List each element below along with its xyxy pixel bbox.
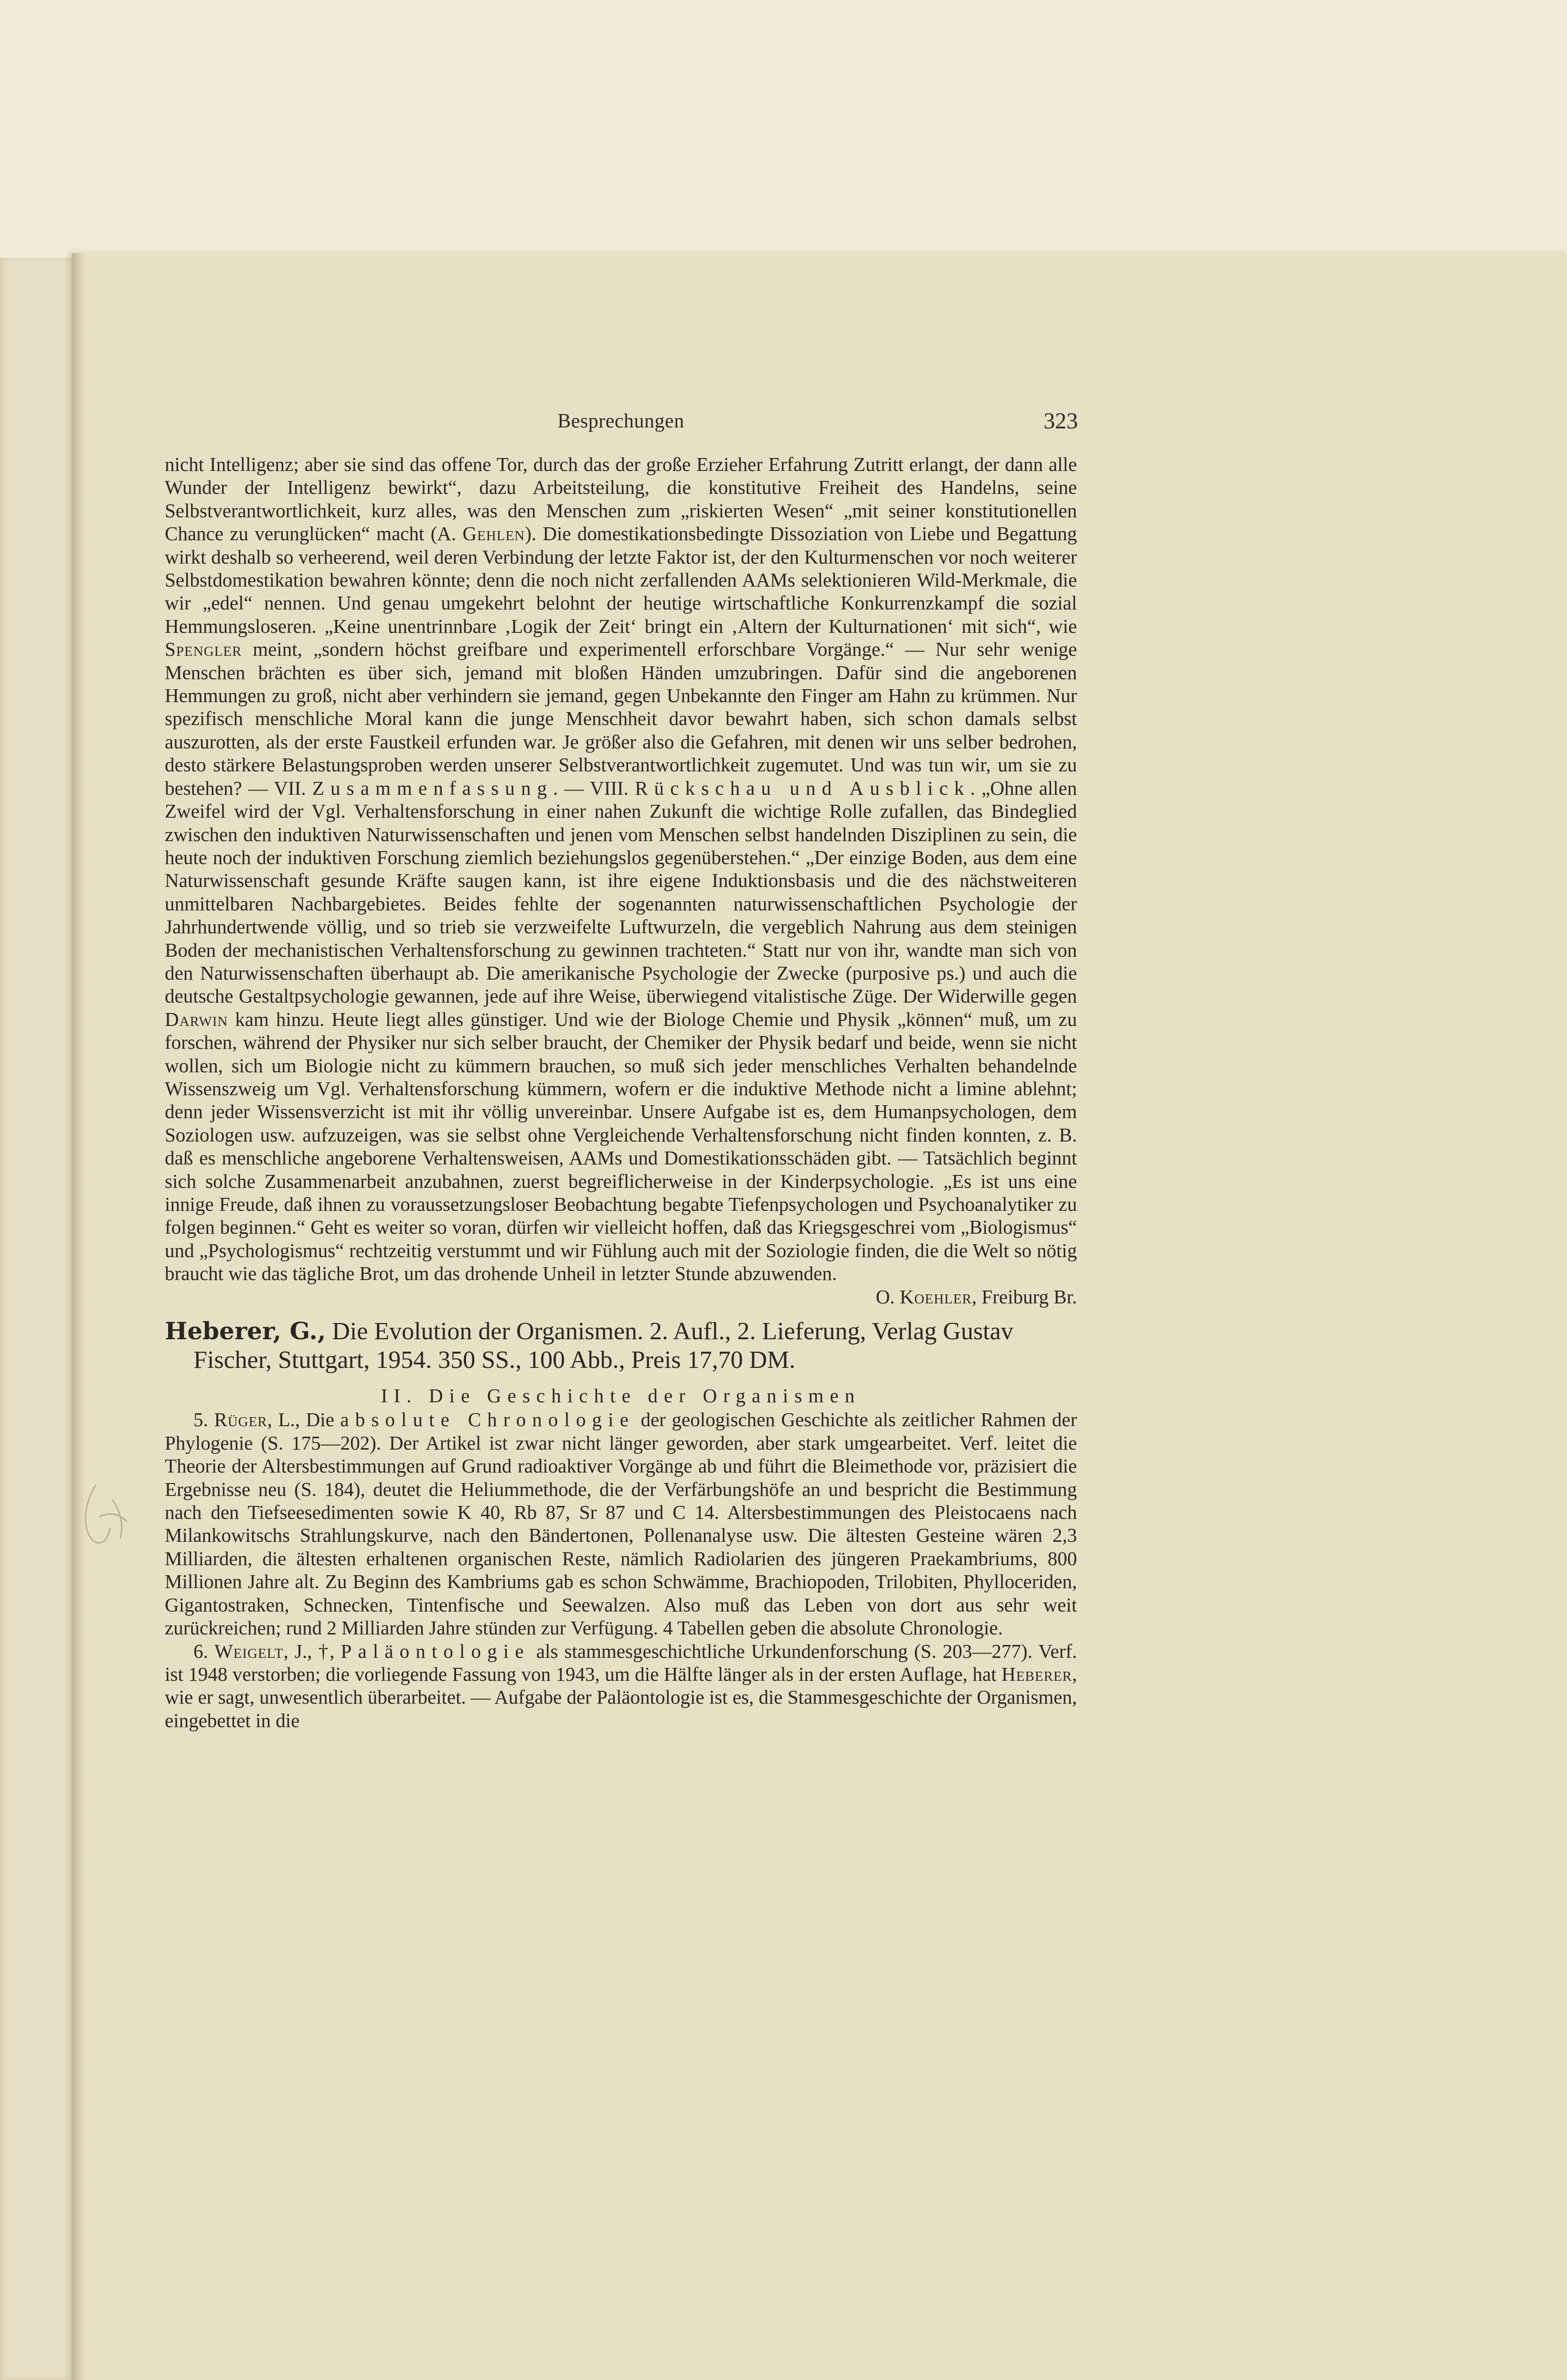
reviewer-name: Koehler	[899, 1285, 972, 1308]
spaced-heading-rueckschau: Rückschau und Ausblick	[635, 777, 970, 799]
author-name-spengler: Spengler	[165, 638, 242, 661]
review-body-text: nicht Intelligenz; aber sie sind das offene Tor, durch das der große Erzieher Erfahrung Zutritt erlangt, der dann alle Wunder der Intelligenz bewirkt“, dazu Arbeitsteilung, die konstitutive Freiheit des Handelns, seine Selbstverantwortlichkeit, kurz alles, was den Menschen zum „riskierten Wesen“ „mit seiner konstitutionellen Chance zu verunglücken“ macht (A. Gehlen). Die domestikationsbedingte Dissoziation von Liebe und Begattung wirkt deshalb so verheerend, weil deren Verbindung der letzte Faktor ist, der den Kulturmenschen vor noch weiterer Selbstdomestikation bewahren könnte; denn die noch nicht zerfallenden AAMs selektionieren Wild-Merkmale, die wir „edel“ nennen. Und genau umgekehrt belohnt der heutige wirtschaftliche Konkurrenzkampf die sozial Hemmungsloseren. „Keine unentrinnbare ‚Logik der Zeit‘ bringt ein ‚Altern der Kulturnationen‘ mit sich“, wie Spengler meint, „sondern höchst greifbare und experimentell erforschbare Vorgänge.“ — Nur sehr wenige Menschen brächten es über sich, jemand mit bloßen Händen umzubringen. Dafür sind die angeborenen Hemmungen zu groß, nicht aber verhindern sie jemand, gegen Unbekannte den Finger am Hahn zu krümmen. Nur spezifisch menschliche Moral kann die junge Menschheit davor bewahrt haben, sich schon damals selbst auszurotten, als der erste Faustkeil erfunden war. Je größer also die Gefahren, mit denen wir uns selber bedrohen, desto stärkere Belastungsproben werden unserer Selbstverantwortlichkeit zugemutet. Und was tun wir, um sie zu bestehen? — VII. Zusammenfassung. — VIII. Rückschau und Ausblick. „Ohne allen Zweifel wird der Vgl. Verhaltensforschung in einer nahen Zukunft die wichtige Rolle zufallen, das Bindeglied zwischen den induktiven Naturwissenschaften und jenen vom Menschen selbst handelnden Disziplinen zu sein, die heute noch der induktiven Forschung ziemlich beziehungslos gegenüberstehen.“ „Der einzige Boden, aus dem eine Naturwissenschaft gesunde Kräfte saugen kann, ist ihre eigene Induktionsbasis und die des nächstweiteren unmittelbaren Nachbargebietes. Beides fehlte der sogenannten naturwissenschaftlichen Psychologie der Jahrhundertwende völlig, und so trieb sie verzweifelte Luftwurzeln, die vergeblich Nahrung aus dem steinigen Boden der mechanistischen Verhaltensforschung zu gewinnen trachteten.“ Statt nur von ihr, wandte man sich von den Naturwissenschaften überhaupt ab. Die amerikanische Psychologie der Zwecke (purposive ps.) und auch die deutsche Gestaltpsychologie gewannen, jede auf ihre Weise, überwiegend vitalistische Züge. Der Widerwille gegen Darwin kam hinzu. Heute liegt alles günstiger. Und wie der Biologe Chemie und Physik „können“ muß, um zu forschen, während der Physiker nur sich selber braucht, der Chemiker der Physik bedarf und beide, wenn sie nicht wollen, sich um Biologie nicht zu kümmern brauchen, so muß sich jeder menschliches Verhalten behandelnde Wissenszweig um Vgl. Verhaltensforschung kümmern, wofern er die induktive Methode nicht a limine ablehnt; denn jeder Wissensverzicht ist mit ihr völlig unvereinbar. Unsere Aufgabe ist es, dem Humanpsychologen, dem Soziologen usw. aufzuzeigen, was sie selbst ohne Vergleichende Verhaltensforschung nicht finden konnten, z. B. daß es menschliche angeborene Verhaltensweisen, AAMs und Domestikationsschäden gibt. — Tatsächlich beginnt sich solche Zusammenarbeit anzubahnen, zuerst begreiflicherweise in der Kinderpsychologie. „Es ist uns eine innige Freude, daß ihnen zu voraussetzungsloser Beobachtung begabte Tiefenpsychologen und Psychoanalytiker zu folgen beginnen.“ Geht es weiter so voran, dürfen wir vielleicht hoffen, daß das Kriegsgeschrei vom „Biologismus“ und „Psychologismus“ rechtzeitig verstummt und wir Fühlung auch mit der Soziologie finden, die die Welt so nötig braucht wie das tägliche Brot, um das drohende Unheil in letzter Stunde abzuwenden.	[165, 453, 1077, 1285]
item-5-topic: absolute Chronologie	[340, 1409, 635, 1431]
facing-page-edge	[0, 258, 78, 2380]
author-name-gehlen: Gehlen	[462, 523, 525, 545]
running-header	[165, 410, 1077, 438]
entry-item-5: 5. Rüger, L., Die absolute Chronologie der geologischen Geschichte als zeitlicher Rahmen der Phylogenie (S. 175—202). Der Artikel ist zwar nicht länger geworden, aber stark umgearbeitet. Verf. leitet die Theorie der Altersbestimmungen auf Grund radioaktiver Vorgänge ab und führt die Bleimethode vor, präzisiert die Ergebnisse neu (S. 184), deutet die Heliummethode, die der Verfärbungshöfe an und bespricht die Bestimmung nach den Tiefseesedimenten sowie K 40, Rb 87, Sr 87 und C 14. Altersbestimmungen des Pleistocaens nach Milankowitschs Strahlungskurve, nach den Bändertonen, Pollenanalyse usw. Die ältesten Gesteine wären 2,3 Milliarden, die ältesten erhaltenen organischen Reste, nämlich Radiolarien des jüngeren Praekambriums, 800 Millionen Jahre alt. Zu Beginn des Kambriums gab es schon Schwämme, Brachiopoden, Trilobiten, Phylloceriden, Gigantostraken, Schnecken, Tintenfische und Seewalzen. Also muß das Leben von dort aus sehr weit zurückreichen; rund 2 Milliarden Jahre stünden zur Verfügung. 4 Tabellen geben die absolute Chronologie.	[165, 1409, 1077, 1639]
book-author: Heberer, G.,	[165, 1317, 326, 1345]
book-title: Die Evolution der Organismen. 2. Aufl., 2. Lieferung, Verlag Gustav Fischer, Stuttgart, 1954. 350 SS., 100 Abb., Preis 17,70 DM.	[193, 1318, 1013, 1374]
spaced-heading-zusammenfassung: Zusammenfassung	[312, 777, 554, 799]
gutter-shadow	[72, 253, 85, 2380]
item-6-topic: Paläontologie	[341, 1640, 530, 1662]
section-heading: II. Die Geschichte der Organismen	[381, 1385, 861, 1407]
running-title: Besprechungen	[557, 410, 684, 432]
author-name-darwin: Darwin	[165, 1008, 228, 1030]
entry-item-6: 6. Weigelt, J., †, Paläontologie als stammesgeschichtliche Urkundenforschung (S. 203—277). Verf. ist 1948 verstorben; die vorliegende Fassung von 1943, um die Hälfte länger als in der ersten Auflage, hat Heberer, wie er sagt, unwesentlich überarbeitet. — Aufgabe der Paläontologie ist es, die Stammesgeschichte der Organismen, eingebettet in die	[165, 1640, 1077, 1731]
item-6-heberer: Heberer	[1001, 1663, 1072, 1685]
page-body	[165, 453, 1077, 1732]
item-5-author: Rüger	[214, 1409, 267, 1431]
pencil-margin-mark-icon	[67, 1471, 143, 1557]
reviewer-signature: O. Koehler, Freiburg Br.	[875, 1285, 1077, 1308]
book-entry-title	[165, 1317, 1077, 1375]
item-6-author: Weigelt	[214, 1640, 284, 1662]
page-number: 323	[1044, 408, 1078, 434]
